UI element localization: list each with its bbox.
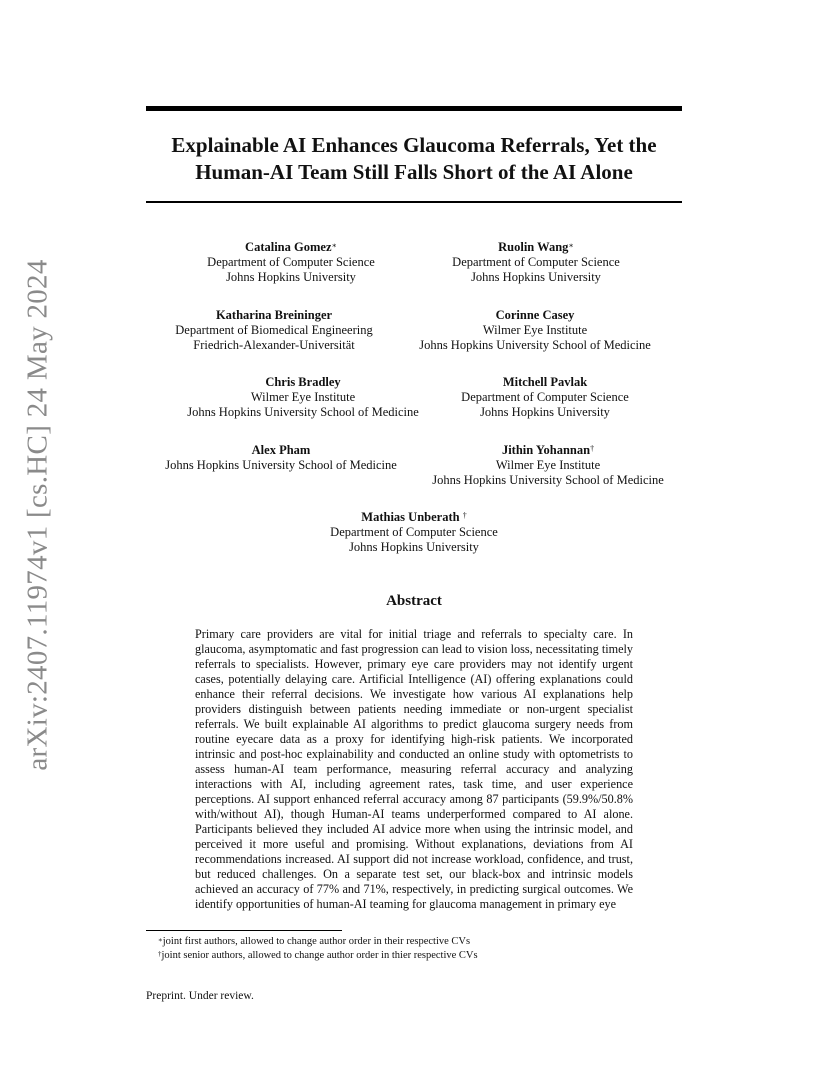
author-name: Chris Bradley <box>265 375 341 389</box>
author-name: Corinne Casey <box>495 308 575 322</box>
footnote-mark: ∗ <box>158 936 163 944</box>
author-affiliation: Department of Biomedical Engineering <box>175 323 373 337</box>
author-affiliation: Wilmer Eye Institute <box>250 390 356 404</box>
author-affiliation: Department of Computer Science <box>330 525 498 539</box>
author-block <box>419 308 651 353</box>
author-block <box>432 443 664 488</box>
footnote-text: joint senior authors, allowed to change author order in thier respective CVs <box>161 950 478 961</box>
author-mark: † <box>590 444 595 453</box>
author-block <box>452 240 620 285</box>
author-mark: ∗ <box>331 241 337 250</box>
footnote <box>158 935 470 948</box>
author-mark: † <box>462 511 467 520</box>
footnote-mark: † <box>158 950 162 958</box>
footnote-text: joint first authors, allowed to change author order in their respective CVs <box>162 936 471 947</box>
author-affiliation: Friedrich-Alexander-Universität <box>193 338 355 352</box>
author-name: Mathias Unberath <box>361 510 460 524</box>
author-block <box>187 375 419 420</box>
author-block <box>207 240 375 285</box>
paper-title <box>146 132 682 186</box>
author-block <box>165 443 397 473</box>
footnote <box>158 949 478 962</box>
author-affiliation: Department of Computer Science <box>452 255 620 269</box>
author-affiliation: Wilmer Eye Institute <box>495 458 601 472</box>
author-affiliation: Johns Hopkins University <box>349 540 479 554</box>
author-affiliation: Johns Hopkins University <box>480 405 610 419</box>
author-affiliation: Department of Computer Science <box>207 255 375 269</box>
author-affiliation: Wilmer Eye Institute <box>482 323 588 337</box>
author-affiliation: Johns Hopkins University <box>471 270 601 284</box>
author-affiliation: Department of Computer Science <box>461 390 629 404</box>
title-bottom-rule <box>146 201 682 203</box>
title-line-2: Human-AI Team Still Falls Short of the AI Alone <box>195 160 633 184</box>
author-name: Mitchell Pavlak <box>502 375 588 389</box>
abstract-heading: Abstract <box>386 593 442 609</box>
arxiv-identifier: arXiv:2407.11974v1 [cs.HC] 24 May 2024 <box>21 259 54 771</box>
author-affiliation: Johns Hopkins University School of Medicine <box>187 405 419 419</box>
preprint-note: Preprint. Under review. <box>146 990 254 1002</box>
author-affiliation: Johns Hopkins University School of Medicine <box>419 338 651 352</box>
author-name: Alex Pham <box>251 443 311 457</box>
title-top-rule <box>146 106 682 111</box>
title-line-1: Explainable AI Enhances Glaucoma Referrals, Yet the <box>171 133 657 157</box>
author-affiliation: Johns Hopkins University <box>226 270 356 284</box>
author-name: Jithin Yohannan <box>501 443 591 457</box>
author-block <box>175 308 373 353</box>
author-name: Catalina Gomez <box>245 240 332 254</box>
author-affiliation: Johns Hopkins University School of Medicine <box>432 473 664 487</box>
author-block <box>330 510 498 555</box>
author-affiliation: Johns Hopkins University School of Medicine <box>165 458 397 472</box>
author-block <box>461 375 629 420</box>
author-name: Katharina Breininger <box>215 308 333 322</box>
footnote-rule <box>146 930 342 931</box>
author-name: Ruolin Wang <box>498 240 569 254</box>
author-mark: ∗ <box>568 241 574 250</box>
abstract-body: Primary care providers are vital for initial triage and referrals to specialty care. In glaucoma, asymptomatic and fast progression can lead to vision loss, necessitating timely referrals to specialists. However, primary eye care providers may not identify urgent cases, potentially delaying care. Artificial Intelligence (AI) offering explanations could enhance their referral decisions. We investigate how various AI explanations help providers distinguish between patients needing immediate or non-urgent specialist referrals. We built explainable AI algorithms to predict glaucoma surgery needs from routine eyecare data as a proxy for identifying high-risk patients. We incorporated intrinsic and post-hoc explainability and conducted an online study with optometrists to assess human-AI team performance, measuring referral accuracy and analyzing interactions with AI, including agreement rates, task time, and user experience perceptions. AI support enhanced referral accuracy among 87 participants (59.9%/50.8% with/without AI), though Human-AI teams underperformed compared to AI alone. Participants believed they included AI advice more when using the intrinsic model, and perceived it more useful and promising. Without explanations, deviations from AI recommendations increased. AI support did not increase workload, confidence, and trust, but reduced challenges. On a separate test set, our black-box and intrinsic models achieved an accuracy of 77% and 71%, respectively, in predicting surgical outcomes. We identify opportunities of human-AI teaming for glaucoma management in primary eye <box>195 627 633 911</box>
